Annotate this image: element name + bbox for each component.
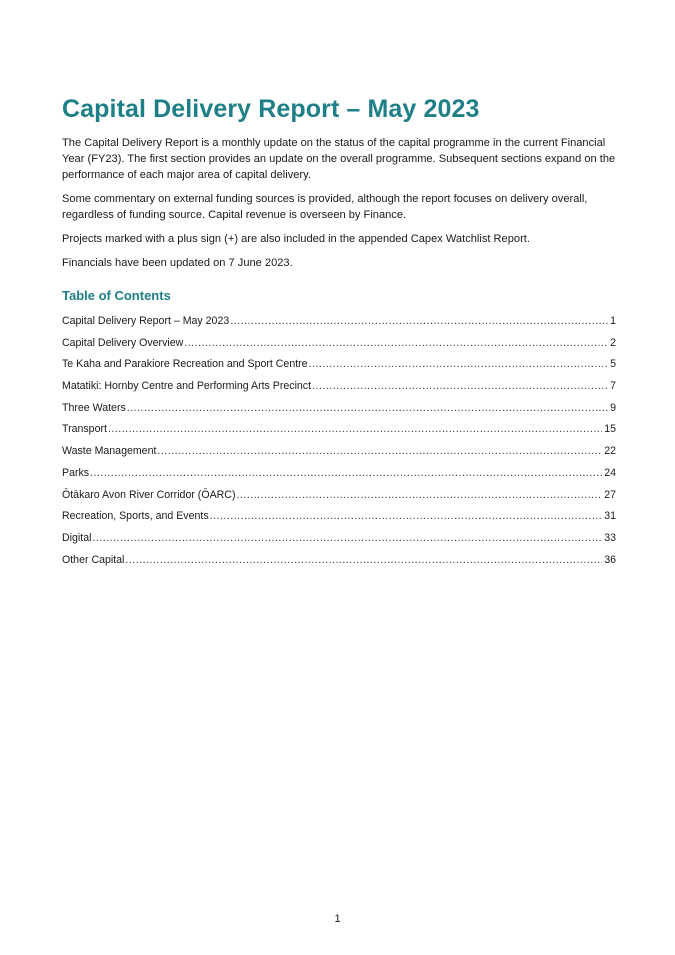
toc-leader-dots (125, 552, 602, 568)
toc-entry-title[interactable]: Digital (62, 531, 92, 544)
toc-entry-page[interactable]: 33 (604, 531, 616, 544)
toc-entry[interactable] (62, 378, 616, 400)
toc-entry[interactable] (62, 552, 616, 574)
toc-entry-title[interactable]: Recreation, Sports, and Events (62, 510, 209, 523)
toc-leader-dots (312, 378, 608, 394)
toc-entry-page[interactable]: 31 (604, 510, 616, 523)
toc-entry-page[interactable]: 1 (610, 315, 616, 327)
toc-entry[interactable] (62, 508, 616, 530)
toc-entry-title[interactable]: Transport (62, 423, 107, 436)
page-number: 1 (334, 913, 341, 925)
toc-entry[interactable] (62, 465, 616, 487)
funding-paragraph: Some commentary on external funding sources is provided, although the report focuses on delivery overall, regardless of funding source. Capital revenue is overseen by Finance. (62, 193, 588, 221)
toc-heading: Table of Contents (62, 288, 171, 303)
toc-entry[interactable] (62, 400, 616, 422)
toc-leader-dots (309, 356, 609, 372)
document-title: Capital Delivery Report – May 2023 (62, 95, 480, 123)
toc-leader-dots (92, 530, 602, 546)
toc-leader-dots (157, 443, 602, 459)
toc-entry-title[interactable]: Matatiki: Hornby Centre and Performing Arts Precinct (62, 380, 312, 393)
toc-entry-title[interactable]: Three Waters (62, 401, 126, 414)
financials-paragraph: Financials have been updated on 7 June 2023. (62, 257, 293, 269)
toc-entry[interactable] (62, 443, 616, 465)
toc-entry-page[interactable]: 7 (610, 380, 616, 393)
toc-entry[interactable] (62, 421, 616, 443)
toc-entry[interactable] (62, 487, 616, 509)
toc-leader-dots (108, 421, 602, 437)
toc-entry-title[interactable]: Te Kaha and Parakiore Recreation and Sport Centre (62, 358, 308, 371)
toc-entry-title[interactable]: Waste Management (62, 445, 157, 458)
toc-entry-title[interactable]: Capital Delivery Overview (62, 336, 184, 349)
toc-entry[interactable] (62, 356, 616, 378)
page-content (62, 92, 616, 573)
toc-list (62, 313, 616, 573)
toc-entry-page[interactable]: 15 (604, 423, 616, 436)
toc-entry[interactable] (62, 335, 616, 357)
toc-entry-title[interactable]: Parks (62, 466, 90, 479)
toc-entry-title[interactable]: Ōtākaro Avon River Corridor (ŌARC) (62, 488, 236, 501)
toc-entry-page[interactable]: 9 (610, 401, 616, 414)
toc-leader-dots (184, 335, 608, 351)
toc-entry-title[interactable]: Other Capital (62, 553, 125, 566)
watchlist-paragraph: Projects marked with a plus sign (+) are also included in the appended Capex Watchlist Report. (62, 233, 530, 245)
toc-entry-page[interactable]: 27 (604, 488, 616, 501)
toc-entry-title[interactable]: Capital Delivery Report – May 2023 (62, 315, 230, 327)
toc-leader-dots (90, 465, 602, 481)
toc-leader-dots (236, 487, 602, 503)
toc-entry-page[interactable]: 5 (610, 358, 616, 371)
toc-entry[interactable] (62, 530, 616, 552)
toc-entry-page[interactable]: 22 (604, 445, 616, 458)
toc-leader-dots (230, 313, 608, 329)
intro-paragraph: The Capital Delivery Report is a monthly update on the status of the capital programme in the current Financial Year (FY23). The first section provides an update on the overall programme. Subsequent sections expand on the performance of each major area of capital delivery. (62, 137, 616, 181)
toc-entry-page[interactable]: 36 (604, 553, 616, 566)
toc-leader-dots (210, 508, 603, 524)
toc-entry-page[interactable]: 2 (610, 336, 616, 349)
toc-leader-dots (127, 400, 608, 416)
toc-entry[interactable] (62, 313, 616, 335)
toc-entry-page[interactable]: 24 (604, 466, 616, 479)
